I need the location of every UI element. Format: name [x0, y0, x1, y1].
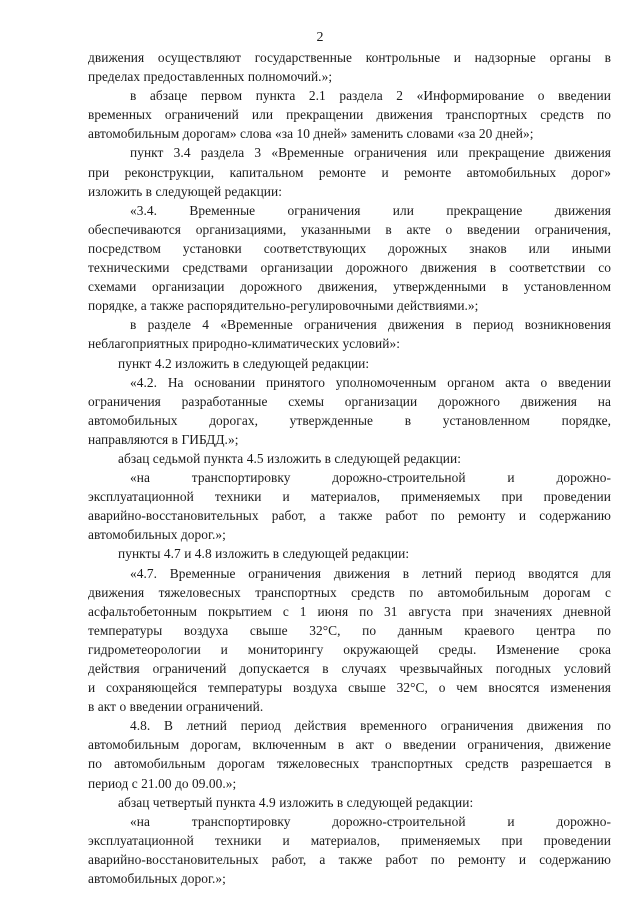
text-line: абзац четвертый пункта 4.9 изложить в следующей редакции:: [118, 794, 474, 810]
text-line: движения осуществляют государственные контрольные и надзорные органы в: [88, 50, 611, 65]
text-line: асфальтобетонным покрытием с 1 июня по 31 августа при значениях дневной: [88, 603, 611, 619]
text-line: «4.7. Временные ограничения движения в летний период вводятся для: [130, 565, 611, 581]
text-line: автомобильных дорог.»;: [88, 527, 226, 543]
text-line: направляются в ГИБДД.»;: [88, 431, 239, 447]
text-line: изложить в следующей редакции:: [88, 183, 283, 199]
text-line: техническими средствами организации дорожного движения в соответствии со: [88, 260, 611, 276]
text-line: гидрометеорологии и мониторингу окружающей среды. Изменение срока: [88, 641, 611, 657]
paragraph-4: [88, 201, 611, 316]
text-line: порядке, а также распорядительно-регулировочными действиями.»;: [88, 298, 479, 314]
paragraph-11: [88, 564, 611, 717]
paragraph-7: [88, 373, 611, 449]
text-line: в абзаце первом пункта 2.1 раздела 2 «Информирование о введении: [130, 88, 611, 104]
text-line: пункт 4.2 изложить в следующей редакции:: [118, 355, 370, 371]
document-body: [88, 48, 611, 888]
text-line: «на транспортировку дорожно-строительной и дорожно-: [130, 813, 611, 829]
text-line: эксплуатационной техники и материалов, применяемых при проведении: [88, 489, 611, 505]
text-line: пункт 3.4 раздела 3 «Временные ограничения или прекращение движения: [130, 145, 611, 161]
text-line: температуры воздуха свыше 32°С, по данным краевого центра по: [88, 622, 611, 638]
paragraph-13: [88, 793, 611, 812]
text-line: пределах предоставленных полномочий.»;: [88, 69, 333, 85]
text-line: автомобильным дорогам» слова «за 10 дней» заменить словами «за 20 дней»;: [88, 126, 534, 142]
text-line: в акт о введении ограничений.: [88, 699, 264, 715]
text-line: ограничения разработанные схемы организации дорожного движения на: [88, 393, 611, 409]
text-line: и сохраняющейся температуры воздуха свыше 32°С, о чем вносятся изменения: [88, 680, 611, 696]
text-line: временных ограничений или прекращении движения транспортных средств по: [88, 107, 611, 123]
paragraph-8: [88, 449, 611, 468]
text-line: аварийно-восстановительных работ, а также работ по ремонту и содержанию: [88, 508, 611, 524]
paragraph-9: [88, 468, 611, 544]
paragraph-1: [88, 48, 611, 86]
text-line: неблагоприятных природно-климатических условий»:: [88, 336, 400, 352]
text-line: пункты 4.7 и 4.8 изложить в следующей редакции:: [118, 546, 410, 562]
page-number: 2: [316, 30, 324, 45]
text-line: абзац седьмой пункта 4.5 изложить в следующей редакции:: [118, 450, 461, 466]
text-line: 4.8. В летний период действия временного ограничения движения по: [130, 718, 611, 734]
text-line: по автомобильным дорогам тяжеловесных транспортных средств разрешается в: [88, 756, 611, 772]
text-line: обеспечиваются организациями, указанными в акте о введении ограничения,: [88, 221, 611, 237]
paragraph-14: [88, 812, 611, 888]
text-line: в разделе 4 «Временные ограничения движения в период возникновения: [130, 317, 611, 333]
paragraph-3: [88, 143, 611, 200]
text-line: посредством установки соответствующих дорожных знаков или иными: [88, 240, 611, 256]
paragraph-12: [88, 716, 611, 792]
text-line: «4.2. На основании принятого уполномоченным органом акта о введении: [130, 374, 611, 390]
paragraph-6: [88, 354, 611, 373]
text-line: «3.4. Временные ограничения или прекращение движения: [130, 202, 611, 218]
text-line: движения тяжеловесных транспортных средств по автомобильным дорогам с: [88, 584, 611, 600]
text-line: действия ограничений допускается в случаях чрезвычайных погодных условий: [88, 661, 611, 676]
text-line: эксплуатационной техники и материалов, применяемых при проведении: [88, 832, 611, 848]
paragraph-2: [88, 86, 611, 143]
paragraph-10: [88, 544, 611, 563]
text-line: схемами организации дорожного движения, утвержденными в установленном: [88, 279, 611, 295]
text-line: при реконструкции, капитальном ремонте и ремонте автомобильных дорог»: [88, 164, 611, 180]
text-line: автомобильных дорогах, утвержденные в установленном порядке,: [88, 412, 611, 428]
text-line: «на транспортировку дорожно-строительной и дорожно-: [130, 470, 611, 486]
text-line: период с 21.00 до 09.00.»;: [88, 775, 237, 791]
text-line: автомобильным дорогам, включенным в акт о введении ограничения, движение: [88, 737, 611, 753]
text-line: автомобильных дорог.»;: [88, 871, 226, 887]
text-line: аварийно-восстановительных работ, а также работ по ремонту и содержанию: [88, 851, 611, 867]
paragraph-5: [88, 315, 611, 353]
